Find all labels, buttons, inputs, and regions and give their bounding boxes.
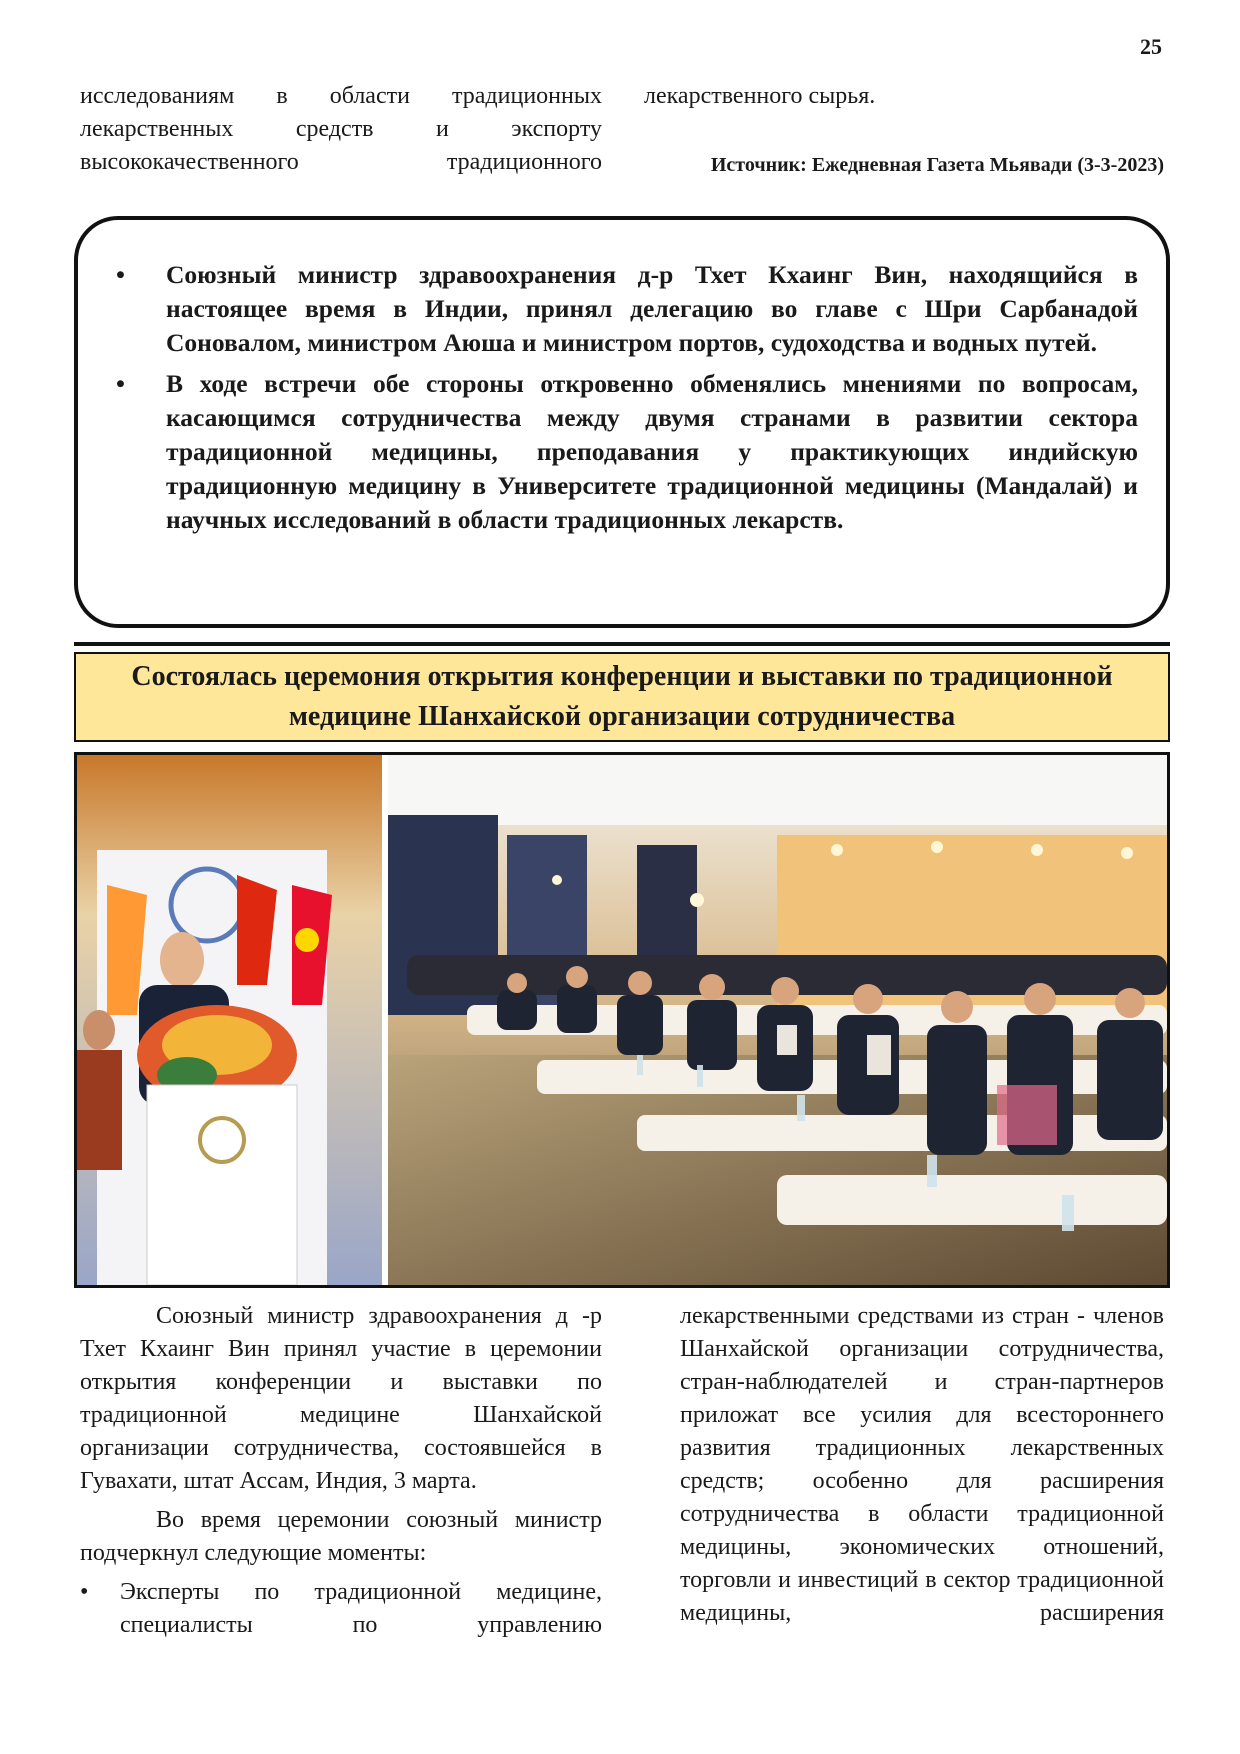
summary-bullet-text: Союзный министр здравоохранения д-р Тхет Кхаинг Вин, находящийся в настоящее время в Индии, принял делегацию во главе с Шри Сарбанадой Соновалом, министром Аюша и министром портов, судоходства и водных путей. xyxy=(166,260,1138,357)
bullet-dot-icon: • xyxy=(80,1579,89,1605)
article-column-left xyxy=(80,1300,602,1642)
article-paragraph: Во время церемонии союзный министр подчеркнул следующие моменты: xyxy=(80,1507,602,1566)
summary-bullet-text: В ходе встречи обе стороны откровенно обменялись мнениями по вопросам, касающимся сотрудничества между двумя странами в развитии сектора традиционной медицины, преподавания у практикующих индийскую традиционную медицину в Университете традиционной медицины (Мандалай) и научных исследований в области традиционных лекарств. xyxy=(166,369,1138,534)
summary-bullet-item xyxy=(110,258,1138,360)
continued-text-left xyxy=(80,80,602,179)
bullet-dot-icon: • xyxy=(116,260,125,289)
speaker-photo-panel xyxy=(77,755,388,1285)
audience-photo-panel xyxy=(388,755,1167,1285)
conference-photo xyxy=(74,752,1170,1288)
summary-bullet-list xyxy=(110,258,1138,537)
article-bullet-item xyxy=(80,1576,602,1642)
section-divider xyxy=(74,642,1170,646)
continued-text-right xyxy=(644,80,1164,113)
article-bullet-text: Эксперты по традиционной медицине, специалисты по управлению xyxy=(120,1579,602,1638)
continued-paragraph-end: лекарственного сырья. xyxy=(644,83,876,109)
article-headline: Состоялась церемония открытия конференции и выставки по традиционной медицине Шанхайской организации сотрудничества xyxy=(74,652,1170,742)
page-number: 25 xyxy=(1140,34,1162,59)
continued-paragraph: исследованиям в области традиционных лекарственных средств и экспорту высококачественного традиционного xyxy=(80,83,602,175)
bullet-dot-icon: • xyxy=(116,369,125,398)
source-credit: Источник: Ежедневная Газета Мьявади (3-3-2023) xyxy=(710,154,1164,176)
article-column-right xyxy=(680,1300,1164,1630)
summary-bullet-item xyxy=(110,367,1138,537)
summary-callout-box xyxy=(74,216,1170,628)
article-paragraph: Союзный министр здравоохранения д -р Тхет Кхаинг Вин принял участие в церемонии открытия конференции и выставки по традиционной медицине Шанхайской организации сотрудничества, состоявшейся в Гувахати, штат Ассам, Индия, 3 марта. xyxy=(80,1303,602,1494)
article-paragraph-continued: лекарственными средствами из стран - членов Шанхайской организации сотрудничества, стран-наблюдателей и стран-партнеров приложат все усилия для всестороннего развития традиционных лекарственных средств; особенно для расширения сотрудничества в области традиционной медицины, экономических отношений, торговли и инвестиций в сектор традиционной медицины, расширения xyxy=(680,1303,1164,1626)
